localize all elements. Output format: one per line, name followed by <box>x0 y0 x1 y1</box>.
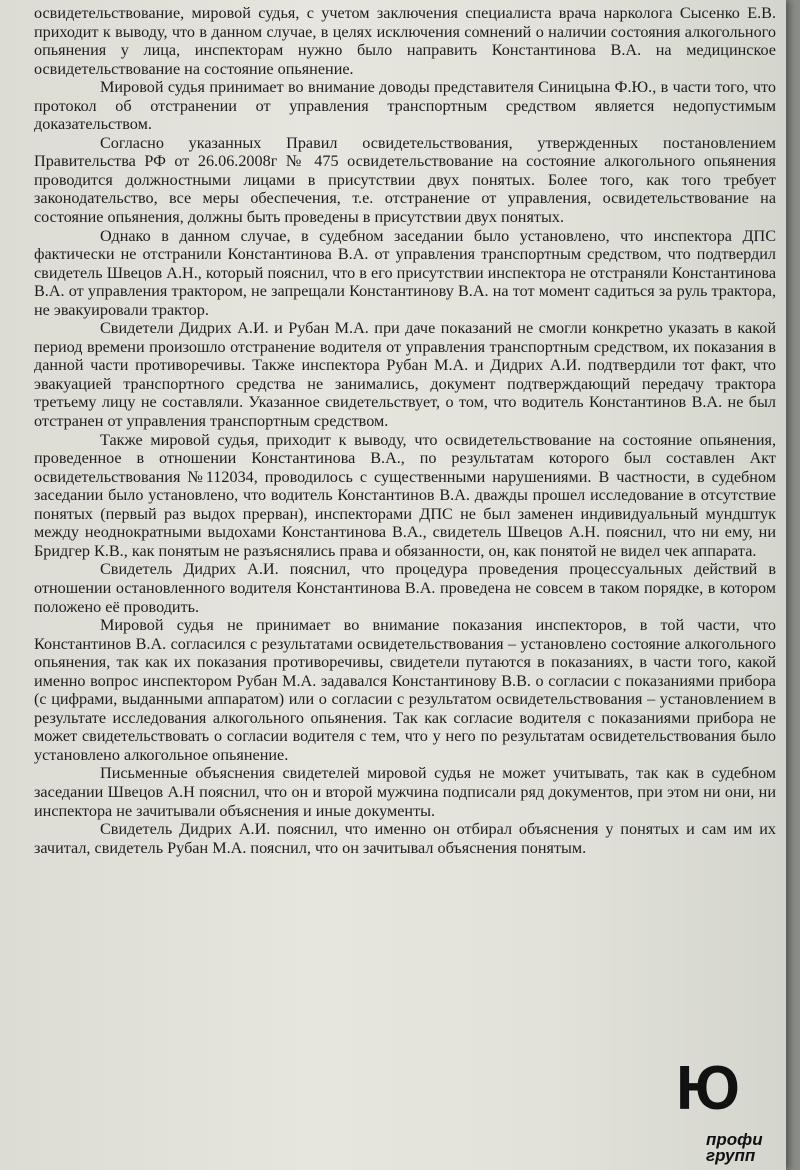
logo-text-line2: групп <box>706 1146 756 1165</box>
paragraph: Мировой судья принимает во внимание доводы представителя Синицына Ф.Ю., в части того, что протокол об отстранении от управления транспортным средством является недопустимым доказательством. <box>34 78 776 134</box>
paragraph: освидетельствование, мировой судья, с учетом заключения специалиста врача нарколога Сысенко Е.В. приходит к выводу, что в данном случае, в целях исключения сомнений о наличии состояния алкогольного опьянения у лица, инспекторам нужно было направить Константинова В.А. на медицинское освидетельствование на состояние опьянение. <box>34 4 776 78</box>
paragraph: Письменные объяснения свидетелей мировой судья не может учитывать, так как в судебном заседании Швецов А.Н пояснил, что он и второй мужчина подписали ряд документов, при этом ни они, ни инспектора не зачитывали объяснения и иные документы. <box>34 764 776 820</box>
paragraph: Согласно указанных Правил освидетельствования, утвержденных постановлением Правительства РФ от 26.06.2008г № 475 освидетельствование на состояние алкогольного опьянения проводится должностными лицами в присутствии двух понятых. Более того, как того требует законодательство, все меры обеспечения, т.е. отстранение от управления, освидетельствование на состояние опьянения, должны быть проведены в присутствии двух понятых. <box>34 133 776 227</box>
logo-mark: Ю <box>676 1054 736 1123</box>
logo-text-line1: профи <box>706 1130 763 1149</box>
paragraph: Однако в данном случае, в судебном заседании было установлено, что инспектора ДПС фактически не отстранили Константинова В.А. от управления транспортным средством, что подтвердил свидетель Швецов А.Н., который пояснил, что в его присутствии инспектора не отстраняли Константинова В.А. от управления трактором, не запрещали Константинову В.А. на тот момент садиться за руль трактора, не эвакуировали трактор. <box>34 226 776 319</box>
paragraph: Свидетель Дидрих А.И. пояснил, что именно он отбирал объяснения у понятых и сам им их зачитал, свидетель Рубан М.А. пояснил, что он зачитывал объяснения понятым. <box>34 820 776 857</box>
paragraph: Мировой судья не принимает во внимание показания инспекторов, в той части, что Константинов В.А. согласился с результатами освидетельствования – установлено состояние алкогольного опьянения, так как их показания противоречивы, свидетели путаются в показаниях, в части того, какой именно вопрос инспектором Рубан М.А. задавался Константинову В.В. о согласии с показаниями прибора (с цифрами, выданными аппаратом) или о согласии с результатом освидетельствования – установлением в результате исследования алкогольного опьянения. Так как согласие водителя с показаниями прибора не может свидетельствовать о согласии водителя с тем, что у него по результатам освидетельствования было установлено алкогольное опьянение. <box>34 616 776 764</box>
paragraph: Свидетель Дидрих А.И. пояснил, что процедура проведения процессуальных действий в отношении остановленного водителя Константинова В.А. проведена не совсем в таком порядке, в котором положено её проводить. <box>34 560 776 616</box>
paragraph: Также мировой судья, приходит к выводу, что освидетельствование на состояние опьянения, проведенное в отношении Константинова В.А., по результатам которого был составлен Акт освидетельствования №112034, проводилось с существенными нарушениями. В частности, в судебном заседании было установлено, что водитель Константинов В.А. дважды прошел исследование в отсутствие понятых (первый раз выдох прерван), инспекторами ДПС не был заменен индивидуальный мундштук между неоднократными выдохами Константинова В.А., свидетель Швецов А.Н. пояснил, что ни ему, ни Бридгер К.В., как понятым не разъяснялись права и обязанности, он, как понятой не видел чек аппарата. <box>34 430 776 560</box>
document-body <box>34 4 776 857</box>
watermark-logo <box>676 1054 794 1166</box>
paragraph: Свидетели Дидрих А.И. и Рубан М.А. при даче показаний не смогли конкретно указать в какой период времени произошло отстранение водителя от управления транспортным средством, их показания в данной части противоречивы. Также инспектора Рубан М.А. и Дидрих А.И. подтвердили тот факт, что эвакуацией транспортного средства не занимались, документ подтверждающий передачу трактора третьему лицу не составляли. Указанное свидетельствует, о том, что водитель Константинов В.А. не был отстранен от управления транспортным средством. <box>34 319 776 431</box>
